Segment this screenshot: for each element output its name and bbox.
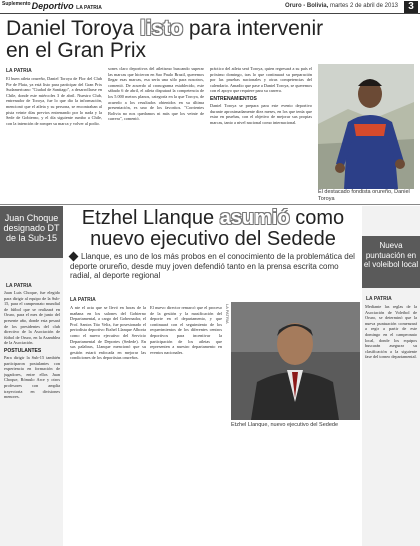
story1-column-3	[210, 66, 312, 202]
story2-deck	[70, 252, 360, 281]
date-text: martes 2 de abril de 2013	[329, 3, 398, 9]
left-sidebar-text: Juan Luis Choque, fue elegido para dirigir al equipo de la Sub-15, para el campeonato mundial de fútbol que se realizará en Oruro, para el mes de junio del presente año, donde esta pesará de los presidentes del club directivo de la Asociación de fútbol de Oruro, en la Asamblea de la Asociación.	[4, 290, 60, 346]
logo-title: Deportivo	[31, 1, 74, 11]
story2-headline-post: como nuevo ejecutivo del Sedede	[90, 207, 345, 250]
left-sidebar-body	[4, 290, 60, 544]
story1-column-2: sones claro deportivos del atletismo buscando superar las marcas que hicieron en Sao Paulo Brazil, queremos llegar esas marcas, esa sería una sólo para nosotros, comentó. De acuerdo al cronograma establecido, este sábado 6 de abril, el atleta disputará la competencia de los 5.000 metros planos, categoría en la que Toroya, de acuerdo a los resultados obtenidos en su última presentación, es uno de los favoritos. "Corrientes Bolivia no nos quedamos ni más que los veinte de carrera", comentó.	[108, 66, 204, 122]
issue-date	[285, 3, 398, 9]
story1-headline-post: para intervenir en el Gran Prix	[6, 17, 324, 62]
left-sidebar-subhead: POSTULANTES	[4, 347, 42, 354]
story1-column-3b-text: Daniel Toroya se prepara para este evento deportivo durante aproximadamente diez meses, en los que tenía que estar en pruebas, con el objetivo de mejorar sus propias marcas, tanto a nivel nacional como internacional.	[210, 102, 312, 125]
photo-credit-tag: LA PATRIA	[225, 304, 230, 324]
publication-logo	[2, 1, 102, 11]
story1-headline-highlight: listo	[139, 17, 184, 40]
story2-headline-highlight: asumió	[219, 207, 290, 229]
story1-subhead: ENTRENAMIENTOS	[210, 95, 257, 102]
date-prefix: Oruro - Bolivia,	[284, 3, 330, 9]
left-sidebar-text-2: Para dirigir la Sub-15 también participaron postulantes con experiencia en formación de jugadores, entre ellos Juan Choque, Rómulo Arce y otros profesores con amplia trayectoria en divisiones menores.	[4, 354, 60, 400]
right-sidebar-kicker: LA PATRIA	[366, 296, 392, 302]
story2-headline	[66, 208, 360, 250]
page-number: 3	[404, 1, 418, 13]
logo-supplement: Suplemento	[2, 1, 31, 7]
story1-column-3-text: práctico del atleta será Toroya, quien regresará a su país el próximo domingo, tras lo que continuará su preparación por las pruebas nacionales y otras competencias del calendario. Amadio que pase a Daniel Toroya, se queremos con el apoyo que requiere para su carrera.	[210, 66, 312, 94]
story2-headline-pre: Etzhel Llanque	[81, 207, 220, 229]
diamond-bullet-icon	[69, 252, 79, 262]
left-sidebar-kicker: LA PATRIA	[6, 283, 32, 289]
story2-deck-text: Llanque, es uno de los más probos en el conocimiento de la problemática del deporte orureño, desde muy joven defendió tanto en la prensa escrita como radial, al deporte regional	[70, 252, 355, 280]
llanque-photo	[231, 302, 360, 420]
story2-column-1: A nte el acta que se llevó en horas de la mañana en los salones del Gobierno Departamental, a cargo del Gobernador, el Prof. Santos Tito Veliz, fue posesionado el periodista deportivo Etzhel Llanque Alborta como el nuevo ejecutivo del Servicio Departamental de Deportes (Sedede). En sus palabras, Llanque mencionó que su gestión estará enfocada en mejorar las condiciones de los deportistas orureños.	[70, 305, 146, 361]
story2-column-2: El nuevo director remarcó que el proceso de la gestión y la masificación del deporte en el departamento, y que continuará con el seguimiento de los requerimientos de los diferentes centros deportivos para incentivar la participación de los atletas que representen a nuestro departamento en eventos nacionales.	[150, 305, 222, 355]
logo-suffix: LA PATRIA	[76, 5, 102, 11]
story1-column-1: El buen atleta orureño, Daniel Toroya de Flor del Club Pie de Plata, ya está listo para participar del Gran Prix Sudamericano "Ciudad de Santiago", a desarrollarse en Chile, donde este miércoles 3 de abril. Nuestro Club, entrenador de Toroya, fue lo que dio la información, mencionó que el atleta y su persona, se encontraban al pista veinte días previos entrenando por lo nada y la Sede de Gobierno, y el día siguiente rumbo a Chile, con la intención de romper su marca y volver al podio.	[6, 76, 102, 126]
story2-kicker: LA PATRIA	[70, 297, 96, 303]
section-divider	[0, 204, 420, 205]
athlete-photo-caption: El destacado fondista orureño, Daniel Toroya	[318, 189, 410, 202]
masthead	[0, 0, 420, 14]
story1-kicker: LA PATRIA	[6, 68, 32, 74]
story1-headline	[6, 18, 346, 62]
right-sidebar-body: Mediante las reglas de la Asociación de Voleibol de Oruro, se determinó que la nueva puntuación comenzará a regir a partir de este domingo en el campeonato local, donde los equipos buscarán asegurar su clasificación a la siguiente fase del torneo departamental.	[365, 304, 417, 360]
llanque-photo-caption: Etzhel Llanque, nuevo ejecutivo del Sedede	[231, 422, 339, 428]
left-sidebar-headline: Juan Choque designado DT de la Sub-15	[0, 206, 63, 258]
story1-headline-pre: Daniel Toroya	[6, 17, 140, 40]
athlete-photo	[318, 64, 414, 189]
right-sidebar-headline: Nueva puntuación en el voleibol local	[362, 236, 420, 288]
